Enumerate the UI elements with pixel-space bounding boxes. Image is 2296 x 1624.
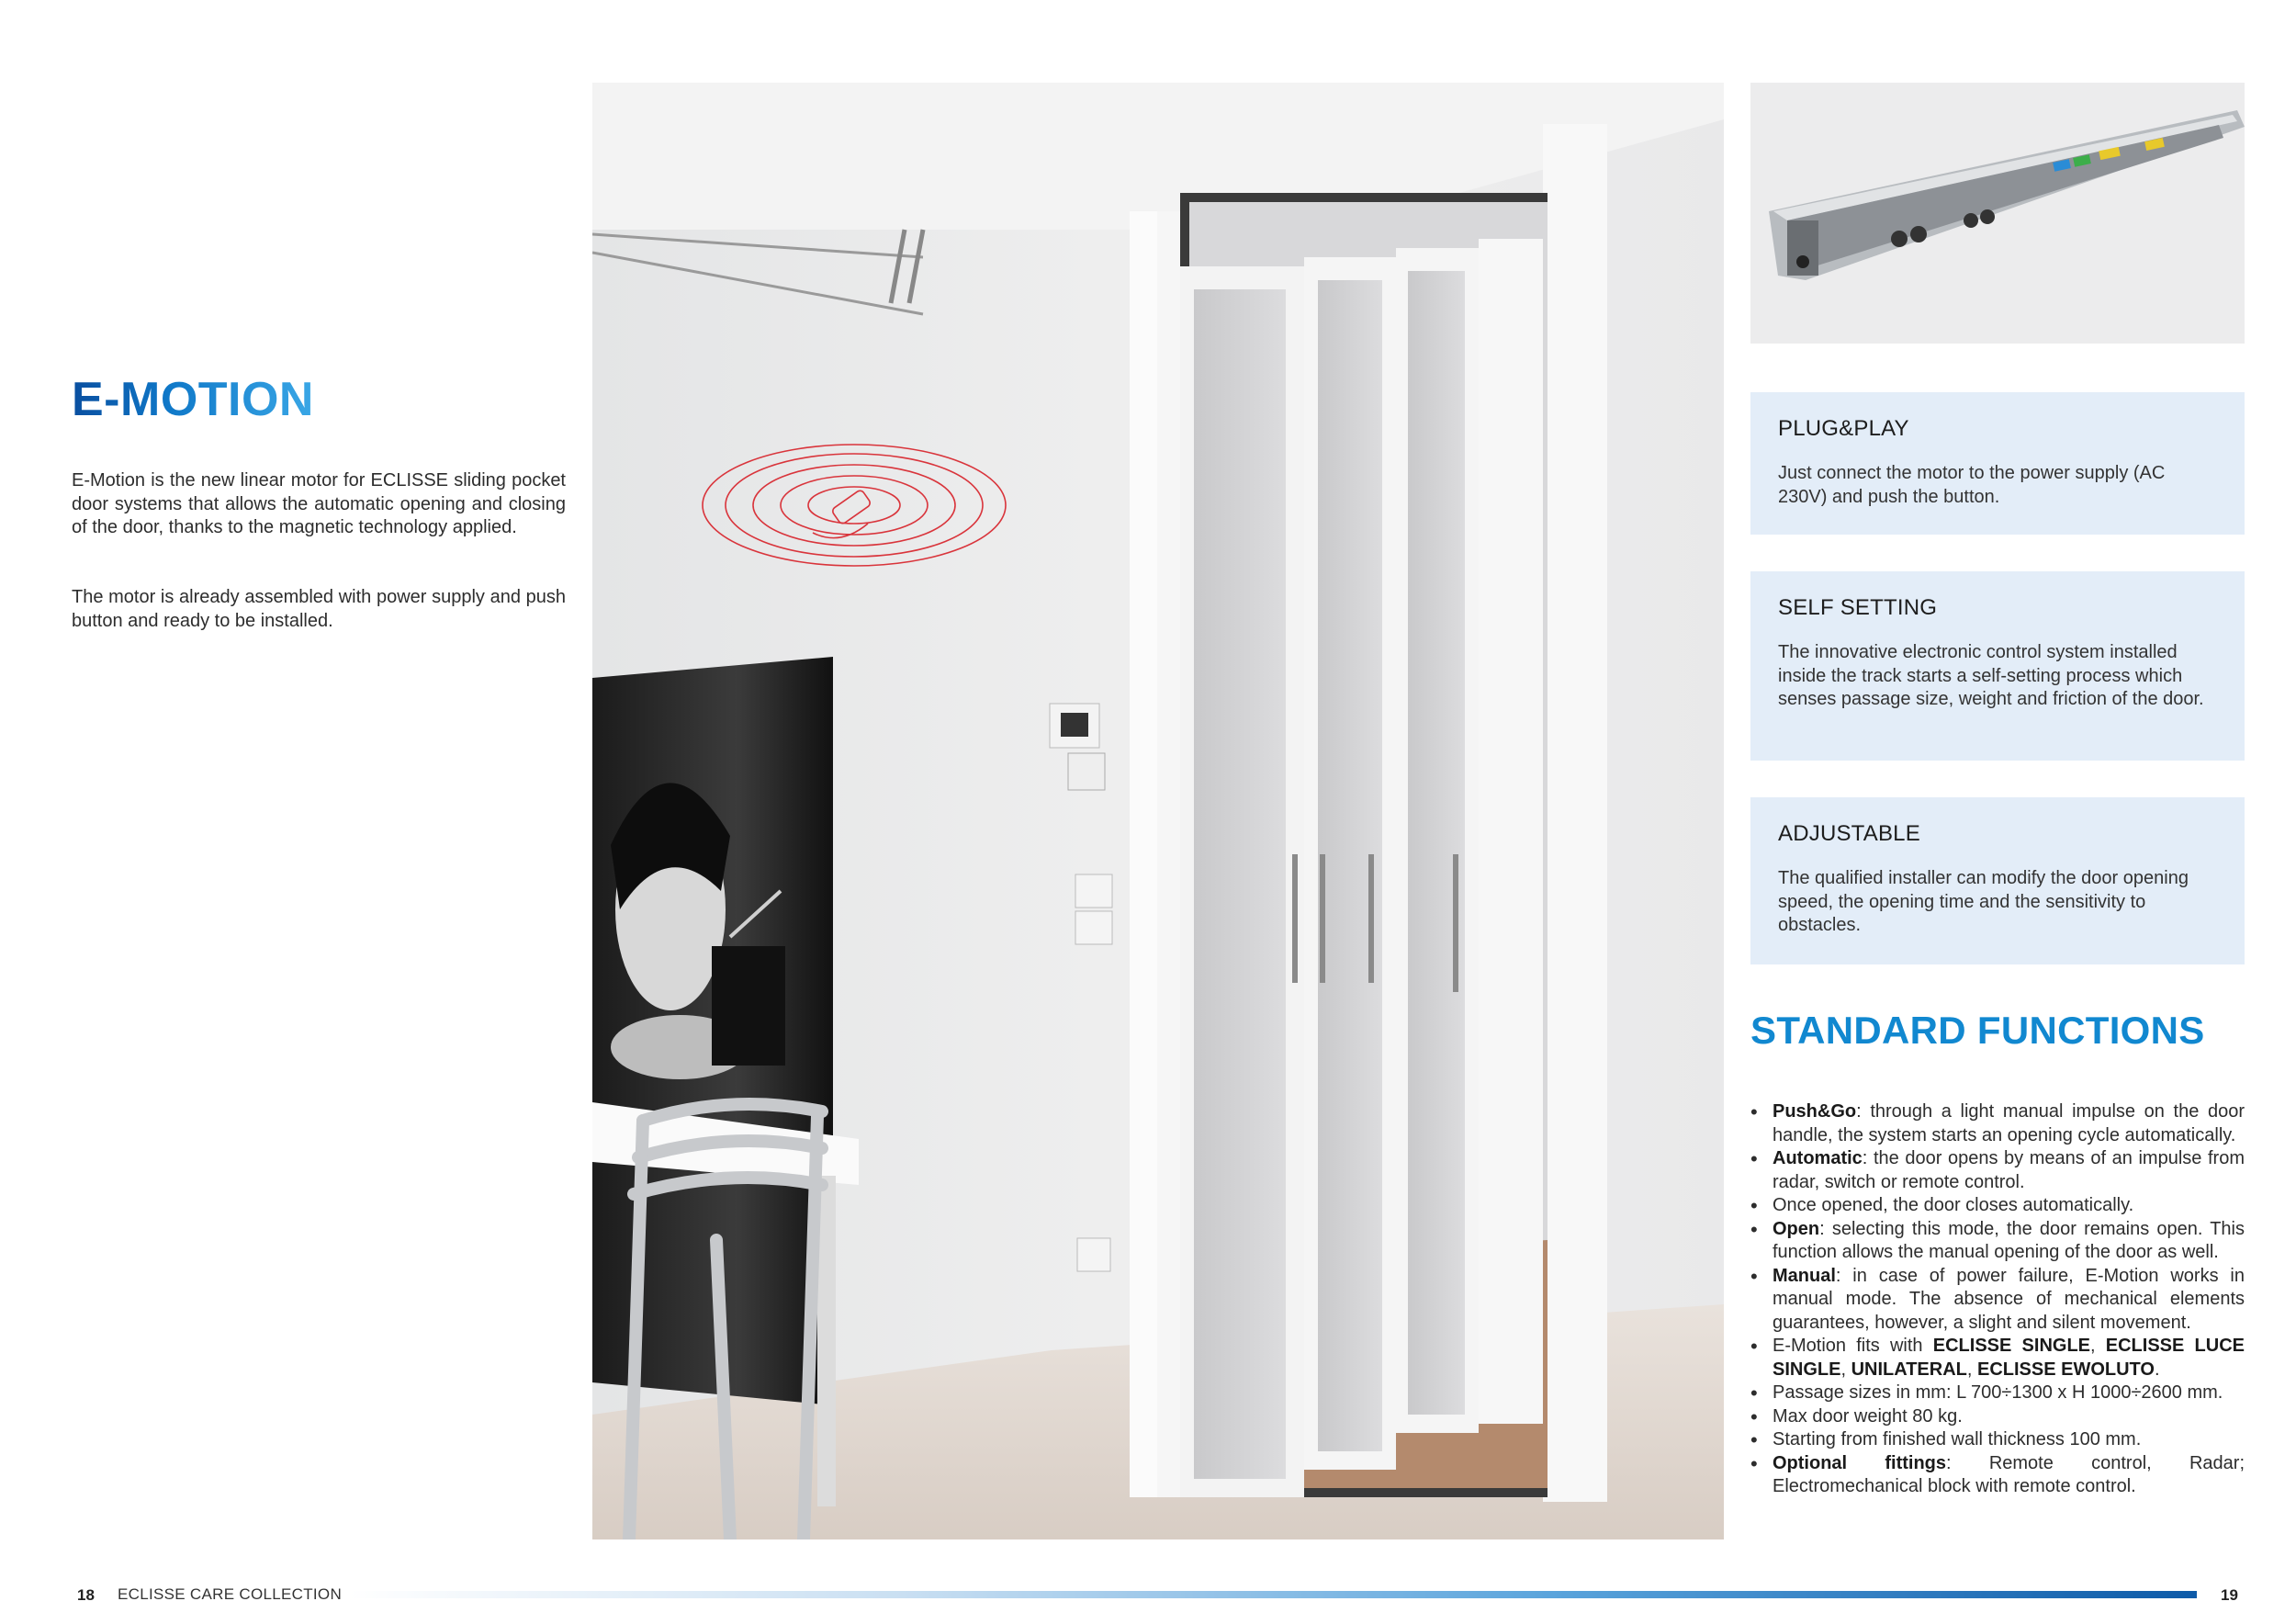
feature-text: Just connect the motor to the power supply (AC 230V) and push the button.: [1778, 463, 2166, 507]
feature-title: SELF SETTING: [1778, 595, 1938, 620]
list-item: • Optional fittings: Remote control, Radar; Electromechanical block with remote control.: [1750, 1452, 2245, 1499]
footer-gradient-bar: [349, 1591, 2197, 1598]
list-item: • Automatic: the door opens by means of an impulse from radar, switch or remote control.: [1750, 1147, 2245, 1194]
list-item: • Starting from finished wall thickness 100 mm.: [1750, 1428, 2245, 1452]
sliding-door-panels: [1180, 239, 1543, 1497]
feature-plug-and-play: [1750, 392, 2245, 535]
feature-title: PLUG&PLAY: [1778, 416, 1909, 441]
standard-functions-title: STANDARD FUNCTIONS: [1750, 1009, 2205, 1052]
list-item: • Once opened, the door closes automatically.: [1750, 1194, 2245, 1218]
list-item: • Max door weight 80 kg.: [1750, 1405, 2245, 1429]
collection-label: ECLISSE CARE COLLECTION: [118, 1585, 343, 1603]
main-door-photo: [592, 83, 1724, 1539]
list-item: • Open: selecting this mode, the door remains open. This function allows the manual opening of the door as well.: [1750, 1218, 2245, 1265]
intro-paragraph-1: E-Motion is the new linear motor for ECLISSE sliding pocket door systems that allows the automatic opening and closing of the door, thanks to the magnetic technology applied.: [72, 470, 566, 537]
feature-text: The innovative electronic control system installed inside the track starts a self-setting process which senses passage size, weight and friction of the door.: [1778, 642, 2204, 709]
page-title: E-MOTION: [72, 373, 314, 426]
intro-paragraph-2: The motor is already assembled with power supply and push button and ready to be installed.: [72, 587, 566, 631]
feature-title: ADJUSTABLE: [1778, 821, 1920, 846]
feature-adjustable: [1750, 797, 2245, 964]
list-item: • Passage sizes in mm: L 700÷1300 x H 1000÷2600 mm.: [1750, 1382, 2245, 1405]
page-number-left: 18: [77, 1586, 95, 1604]
list-item: • Manual: in case of power failure, E-Motion works in manual mode. The absence of mechanical elements guarantees, however, a slight and silent movement.: [1750, 1265, 2245, 1336]
list-item: • E-Motion fits with ECLISSE SINGLE, ECLISSE LUCE SINGLE, UNILATERAL, ECLISSE EWOLUTO.: [1750, 1335, 2245, 1382]
standard-functions-list: [1750, 1100, 2245, 1499]
page-number-right: 19: [2221, 1586, 2238, 1604]
motor-track-photo: [1750, 83, 2245, 344]
feature-text: The qualified installer can modify the door opening speed, the opening time and the sensitivity to obstacles.: [1778, 868, 2189, 935]
feature-self-setting: [1750, 571, 2245, 761]
list-item: • Push&Go: through a light manual impulse on the door handle, the system starts an opening cycle automatically.: [1750, 1100, 2245, 1147]
